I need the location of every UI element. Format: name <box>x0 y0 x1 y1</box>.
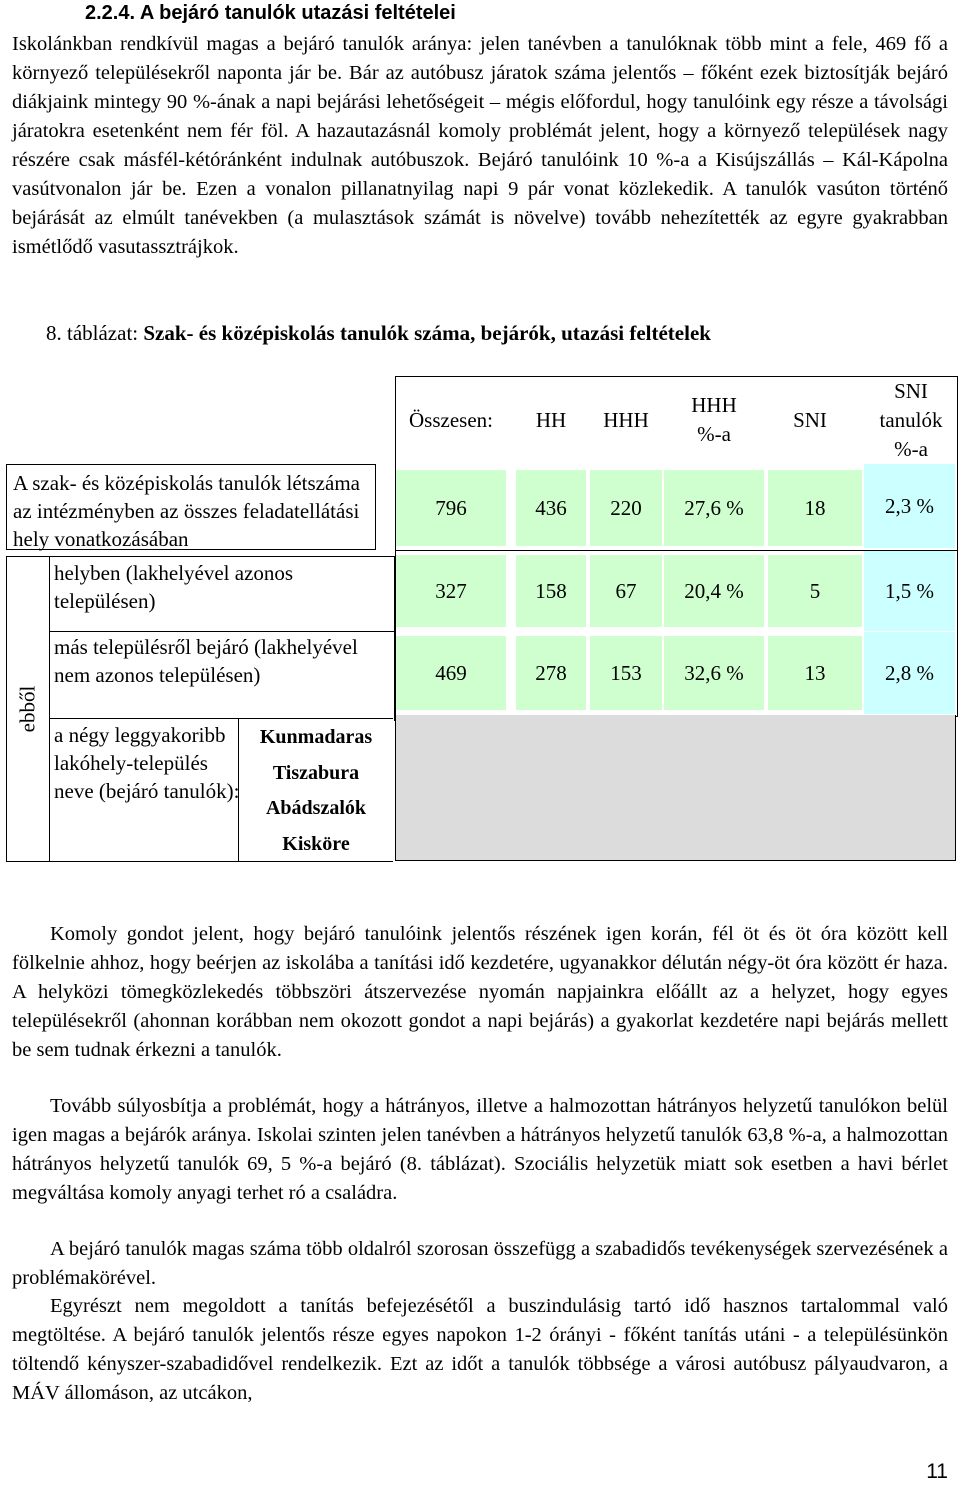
table-caption-prefix: 8. táblázat: <box>46 321 144 345</box>
group-label-cell <box>6 556 50 862</box>
header-sni-pct-line2: tanulók <box>879 407 943 432</box>
town-1: Kunmadaras <box>238 718 393 756</box>
row-towns-label: a négy leggyakoribb lakóhely-település neve (bejáró tanulók): <box>50 718 240 862</box>
header-hh: HH <box>535 407 567 432</box>
table-row-local <box>395 550 958 634</box>
cell-commuter-hhh-pct: 32,6 % <box>664 636 764 710</box>
town-2: Tiszabura <box>238 755 393 791</box>
cell-commuter-total: 469 <box>396 636 506 710</box>
cell-total-sni: 18 <box>768 470 862 546</box>
section-heading: 2.2.4. A bejáró tanulók utazási feltételei <box>85 2 456 24</box>
town-3: Abádszalók <box>238 790 393 826</box>
header-sni-pct <box>866 377 956 463</box>
town-4: Kisköre <box>238 826 393 862</box>
cell-commuter-sni-pct: 2,8 % <box>864 632 955 714</box>
header-hhh-pct <box>664 377 764 463</box>
row-commuter-label: más településről bejáró (lakhelyével nem azonos településen) <box>50 631 395 721</box>
cell-commuter-sni: 13 <box>768 636 862 710</box>
cell-local-sni: 5 <box>768 555 862 627</box>
table-caption-title: Szak- és középiskolás tanulók száma, bejárók, utazási feltételek <box>143 321 711 345</box>
cell-total-total: 796 <box>396 470 506 546</box>
cell-total-hhh-pct: 27,6 % <box>664 470 764 546</box>
cell-local-hhh-pct: 20,4 % <box>664 555 764 627</box>
paragraph-disadvantaged: Tovább súlyosbítja a problémát, hogy a hátrányos, illetve a halmozottan hátrányos helyzetű tanulókon belül igen magas a bejárók aránya. Iskolai szinten jelen tanévben a hátrányos helyzetű tanulók 63,8 %-a, a halmozottan hátrányos helyzetű tanulók 69, 5 %-a bejáró (8. táblázat). Szociális helyzetük miatt sok esetben a havi bérlet megváltása komoly anyagi terhet ró a családra. <box>12 1095 948 1204</box>
table-row-total <box>395 464 958 551</box>
paragraph-early-rise: Komoly gondot jelent, hogy bejáró tanulóink jelentős részének igen korán, fél öt és öt óra között kell fölkelnie ahhoz, hogy beérjen az iskolába a tanítási idő kezdetére, ugyanakkor délután négy-öt óra között ér haza. A helyközi tömegközlekedés többszöri átszervezése nyomán napjainkra előállt az a helyzet, hogy egyes településekről (ahonnan korábban nem okozott gondot a napi bejárás) a gyakorlat kezdetére napi bejárás mellett be sem tudnak érkezni a tanulók. <box>12 923 948 1061</box>
group-label: ebből <box>15 685 40 733</box>
paragraph-free-time: Egyrészt nem megoldott a tanítás befejezésétől a buszindulásig tartó idő hasznos tartalommal való megtöltése. A bejáró tanulók jelentős része egyes napokon 1-2 órányi - főként tanítás utáni - a településünkön töltendő kényszer-szabadidővel rendelkezik. Ezt az időt a tanulók többsége a városi autóbusz pályaudvaron, a MÁV állomáson, az utcákon, <box>12 1295 948 1404</box>
cell-local-hh: 158 <box>516 555 586 627</box>
row-local-label: helyben (lakhelyével azonos településen) <box>50 556 395 632</box>
table-caption <box>46 318 711 348</box>
header-sni-pct-line1: SNI <box>894 378 928 403</box>
table-empty-gray-area <box>395 715 956 861</box>
paragraph-leisure: A bejáró tanulók magas száma több oldalról szorosan összefügg a szabadidős tevékenységek szervezésének a problémakörével. <box>12 1238 948 1289</box>
header-sni: SNI <box>793 407 827 432</box>
row-total-label: A szak- és középiskolás tanulók létszáma az intézményben az összes feladatellátási hely vonatkozásában <box>6 464 376 550</box>
header-sni-pct-line3: %-a <box>894 436 928 461</box>
table-header <box>395 376 958 466</box>
header-total: Összesen: <box>409 407 493 432</box>
cell-local-sni-pct: 1,5 % <box>864 551 955 631</box>
cell-total-sni-pct: 2,3 % <box>864 464 955 548</box>
cell-local-hhh: 67 <box>590 555 662 627</box>
paragraph-intro: Iskolánkban rendkívül magas a bejáró tanulók aránya: jelen tanévben a tanulóknak több mint a fele, 469 fő a környező településekről naponta jár be. Bár az autóbusz járatok száma jelentős – főként ezek biztosítják bejáró diákjaink mintegy 90 %-ának a napi bejárási lehetőségeit – mégis előfordul, hogy tanulóink egy része a távolsági járatokra esetenként nem fér föl. A hazautazásnál komoly problémát jelent, hogy a környező települések nagy részére csak másfél-kétóránként indulnak autóbuszok. Bejáró tanulóink 10 %-a a Kisújszállás – Kál-Kápolna vasútvonalon jár be. Ezen a vonalon pillanatnyilag napi 9 pár vonat közlekedik. A tanulók vasúton történő bejárását az elmúlt tanévekben (a mulasztások számát is növelve) tovább nehezítették az egyre gyakrabban ismétlődő vasutassztrájkok. <box>12 33 948 258</box>
header-hhh: HHH <box>603 407 649 432</box>
header-hhh-pct-line2: %-a <box>697 422 731 446</box>
cell-commuter-hh: 278 <box>516 636 586 710</box>
cell-total-hh: 436 <box>516 470 586 546</box>
header-hhh-pct-line1: HHH <box>691 393 737 417</box>
page-number: 11 <box>926 1460 948 1483</box>
cell-commuter-hhh: 153 <box>590 636 662 710</box>
cell-total-hhh: 220 <box>590 470 662 546</box>
table-row-commuter <box>395 632 958 717</box>
cell-local-total: 327 <box>396 555 506 627</box>
